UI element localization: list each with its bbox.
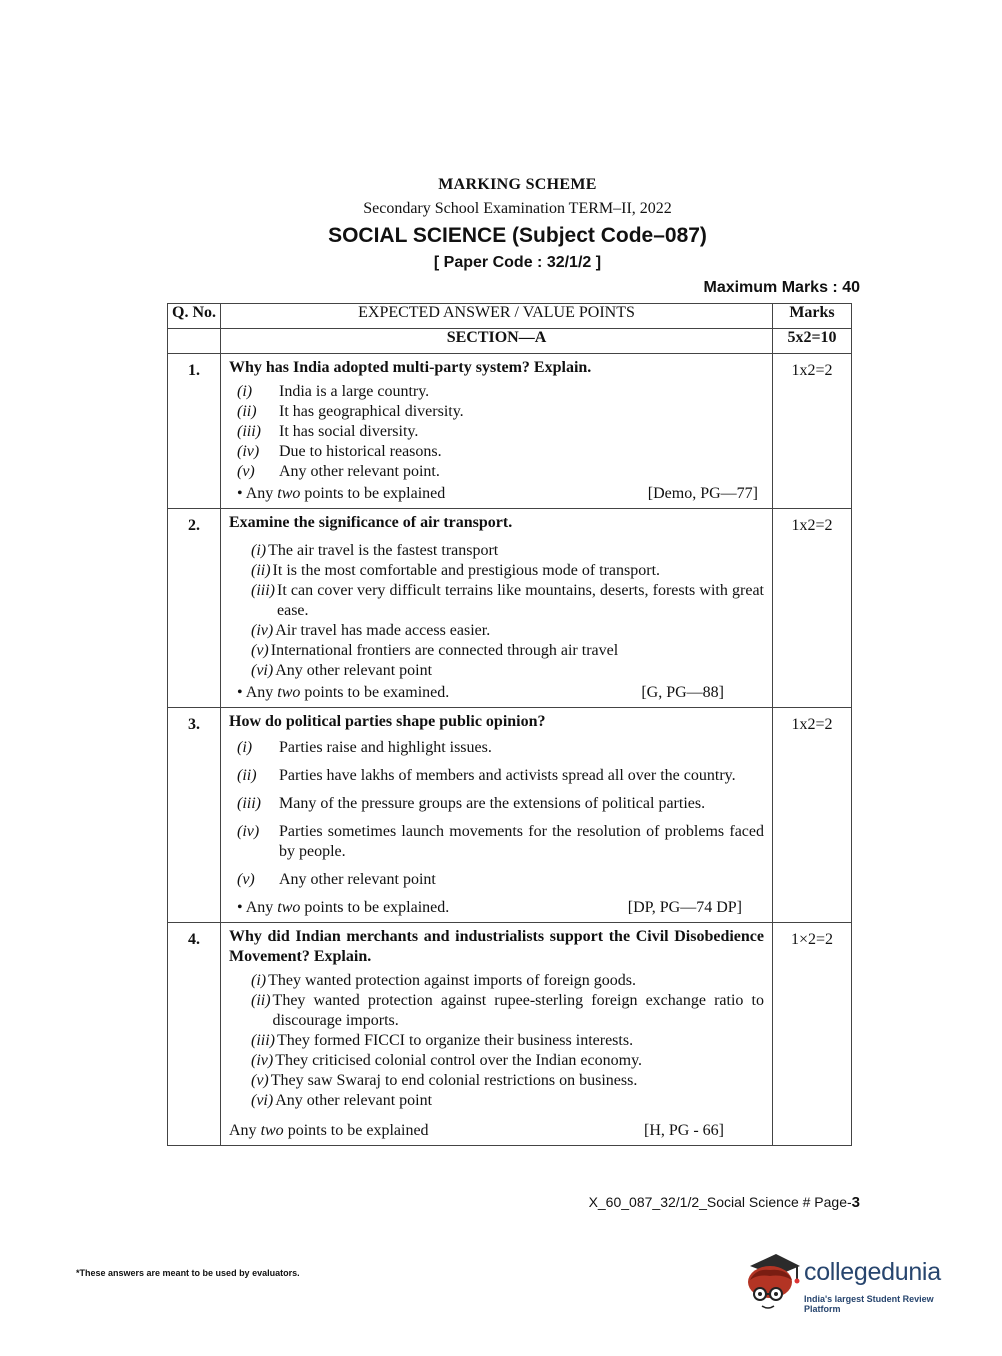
point-numeral: (iv)	[237, 823, 260, 840]
answer-point	[251, 581, 764, 621]
subject-title: SOCIAL SCIENCE (Subject Code–087)	[328, 224, 707, 247]
page-number: 3	[851, 1194, 860, 1211]
question-number: 2.	[168, 509, 221, 708]
section-title: SECTION—A	[221, 329, 773, 354]
answer-points	[237, 738, 764, 890]
point-text: They criticised colonial control over the Indian economy.	[275, 1052, 643, 1069]
answer-point	[237, 822, 764, 862]
point-numeral: (iii)	[237, 795, 261, 812]
point-numeral: (iii)	[251, 582, 275, 599]
answer-point	[251, 541, 764, 561]
point-numeral: (i)	[251, 542, 267, 559]
answer-point	[251, 1091, 764, 1111]
question-row	[168, 923, 852, 1146]
point-text: Parties raise and highlight issues.	[279, 739, 492, 756]
point-numeral: (ii)	[237, 403, 257, 420]
answer-point	[237, 794, 764, 814]
point-numeral: (i)	[251, 972, 267, 989]
answer-point	[251, 641, 764, 661]
point-text: International frontiers are connected through air travel	[270, 642, 619, 659]
textbook-reference: [G, PG—88]	[641, 684, 724, 701]
section-row	[168, 329, 852, 354]
point-text: Air travel has made access easier.	[275, 622, 491, 639]
textbook-reference: [DP, PG—74 DP]	[627, 899, 742, 916]
answer-point	[237, 738, 764, 758]
evaluator-note: *These answers are meant to be used by evaluators.	[76, 1268, 300, 1278]
answer-point	[251, 991, 764, 1031]
question-text: Examine the significance of air transport.	[229, 514, 513, 531]
point-text: It has social diversity.	[279, 423, 419, 440]
point-text: Parties have lakhs of members and activists spread all over the country.	[279, 767, 736, 784]
point-numeral: (i)	[237, 739, 253, 756]
point-numeral: (v)	[237, 463, 255, 480]
answer-point	[237, 442, 764, 462]
answer-point	[251, 971, 764, 991]
answer-point	[237, 382, 764, 402]
point-numeral: (vi)	[251, 662, 274, 679]
point-numeral: (v)	[251, 642, 269, 659]
answer-cell	[221, 354, 773, 509]
question-row	[168, 708, 852, 923]
point-text: Any other relevant point	[275, 662, 433, 679]
col-qno-header: Q. No.	[168, 304, 221, 329]
point-numeral: (iv)	[237, 443, 260, 460]
col-marks-header: Marks	[773, 304, 852, 329]
point-text: They wanted protection against rupee-sterling foreign exchange ratio to discourage imports.	[272, 992, 764, 1029]
logo-tagline: India's largest Student Review Platform	[804, 1294, 934, 1314]
section-marks: 5x2=10	[773, 329, 852, 354]
answer-point	[237, 766, 764, 786]
answer-point	[237, 422, 764, 442]
collegedunia-logo	[742, 1250, 972, 1320]
answer-point	[251, 561, 764, 581]
point-numeral: (iii)	[251, 1032, 275, 1049]
point-text: It is the most comfortable and prestigious mode of transport.	[272, 562, 661, 579]
point-text: Any other relevant point	[275, 1092, 433, 1109]
answer-point	[251, 1051, 764, 1071]
question-marks: 1×2=2	[773, 923, 852, 1146]
point-text: Any other relevant point	[279, 871, 436, 888]
point-text: Many of the pressure groups are the extensions of political parties.	[279, 795, 706, 812]
point-text: Due to historical reasons.	[279, 443, 442, 460]
answer-cell	[221, 509, 773, 708]
point-text: They formed FICCI to organize their business interests.	[277, 1032, 634, 1049]
question-text: How do political parties shape public opinion?	[229, 713, 546, 730]
answer-point	[237, 402, 764, 422]
textbook-reference: [H, PG - 66]	[644, 1122, 724, 1139]
point-text: It has geographical diversity.	[279, 403, 464, 420]
question-text: Why did Indian merchants and industrialists support the Civil Disobedience Movement? Explain.	[229, 928, 764, 965]
answer-instruction: Any two points to be explained [H, PG - 66]	[229, 1122, 724, 1139]
question-row	[168, 354, 852, 509]
textbook-reference: [Demo, PG—77]	[647, 485, 758, 502]
point-text: India is a large country.	[279, 383, 430, 400]
question-number: 1.	[168, 354, 221, 509]
point-text: They wanted protection against imports of foreign goods.	[268, 972, 637, 989]
answer-point	[251, 1071, 764, 1091]
question-row	[168, 509, 852, 708]
point-numeral: (ii)	[237, 767, 257, 784]
question-marks: 1x2=2	[773, 354, 852, 509]
answer-point	[251, 661, 764, 681]
point-text: Any other relevant point.	[279, 463, 440, 480]
question-marks: 1x2=2	[773, 708, 852, 923]
point-text: Parties sometimes launch movements for the resolution of problems faced by people.	[279, 823, 764, 860]
point-numeral: (iii)	[237, 423, 261, 440]
answer-points	[251, 541, 764, 681]
point-numeral: (ii)	[251, 562, 271, 579]
marking-table	[167, 303, 852, 1146]
answer-points	[251, 971, 764, 1111]
scheme-title: MARKING SCHEME	[438, 176, 597, 193]
point-numeral: (vi)	[251, 1092, 274, 1109]
question-number: 3.	[168, 708, 221, 923]
paper-code: [ Paper Code : 32/1/2 ]	[433, 254, 602, 271]
answer-point	[237, 462, 764, 482]
point-numeral: (ii)	[251, 992, 271, 1009]
answer-cell	[221, 923, 773, 1146]
answer-point	[251, 621, 764, 641]
point-numeral: (v)	[251, 1072, 269, 1089]
col-answer-header: EXPECTED ANSWER / VALUE POINTS	[221, 304, 773, 329]
answer-points	[237, 382, 764, 482]
answer-point	[237, 870, 764, 890]
question-text: Why has India adopted multi-party system? Explain.	[229, 359, 592, 376]
point-text: The air travel is the fastest transport	[268, 542, 499, 559]
logo-name: collegedunia	[804, 1258, 941, 1286]
question-number: 4.	[168, 923, 221, 1146]
point-text: It can cover very difficult terrains like mountains, deserts, forests with great ease.	[277, 582, 764, 619]
mascot-icon	[742, 1250, 802, 1316]
answer-cell	[221, 708, 773, 923]
answer-instruction: • Any two points to be examined. [G, PG—88]	[237, 684, 724, 701]
question-marks: 1x2=2	[773, 509, 852, 708]
point-numeral: (iv)	[251, 622, 274, 639]
answer-instruction: • Any two points to be explained. [DP, PG—74 DP]	[237, 899, 742, 916]
maximum-marks: Maximum Marks : 40	[703, 279, 860, 296]
point-numeral: (iv)	[251, 1052, 274, 1069]
point-numeral: (v)	[237, 871, 255, 888]
answer-instruction: • Any two points to be explained [Demo, PG—77]	[237, 485, 758, 502]
answer-point	[251, 1031, 764, 1051]
point-text: They saw Swaraj to end colonial restrictions on business.	[270, 1072, 638, 1089]
exam-name: Secondary School Examination TERM–II, 2022	[363, 200, 672, 217]
point-numeral: (i)	[237, 383, 253, 400]
table-header-row	[168, 304, 852, 329]
page-reference: X_60_087_32/1/2_Social Science # Page-3	[588, 1194, 860, 1211]
